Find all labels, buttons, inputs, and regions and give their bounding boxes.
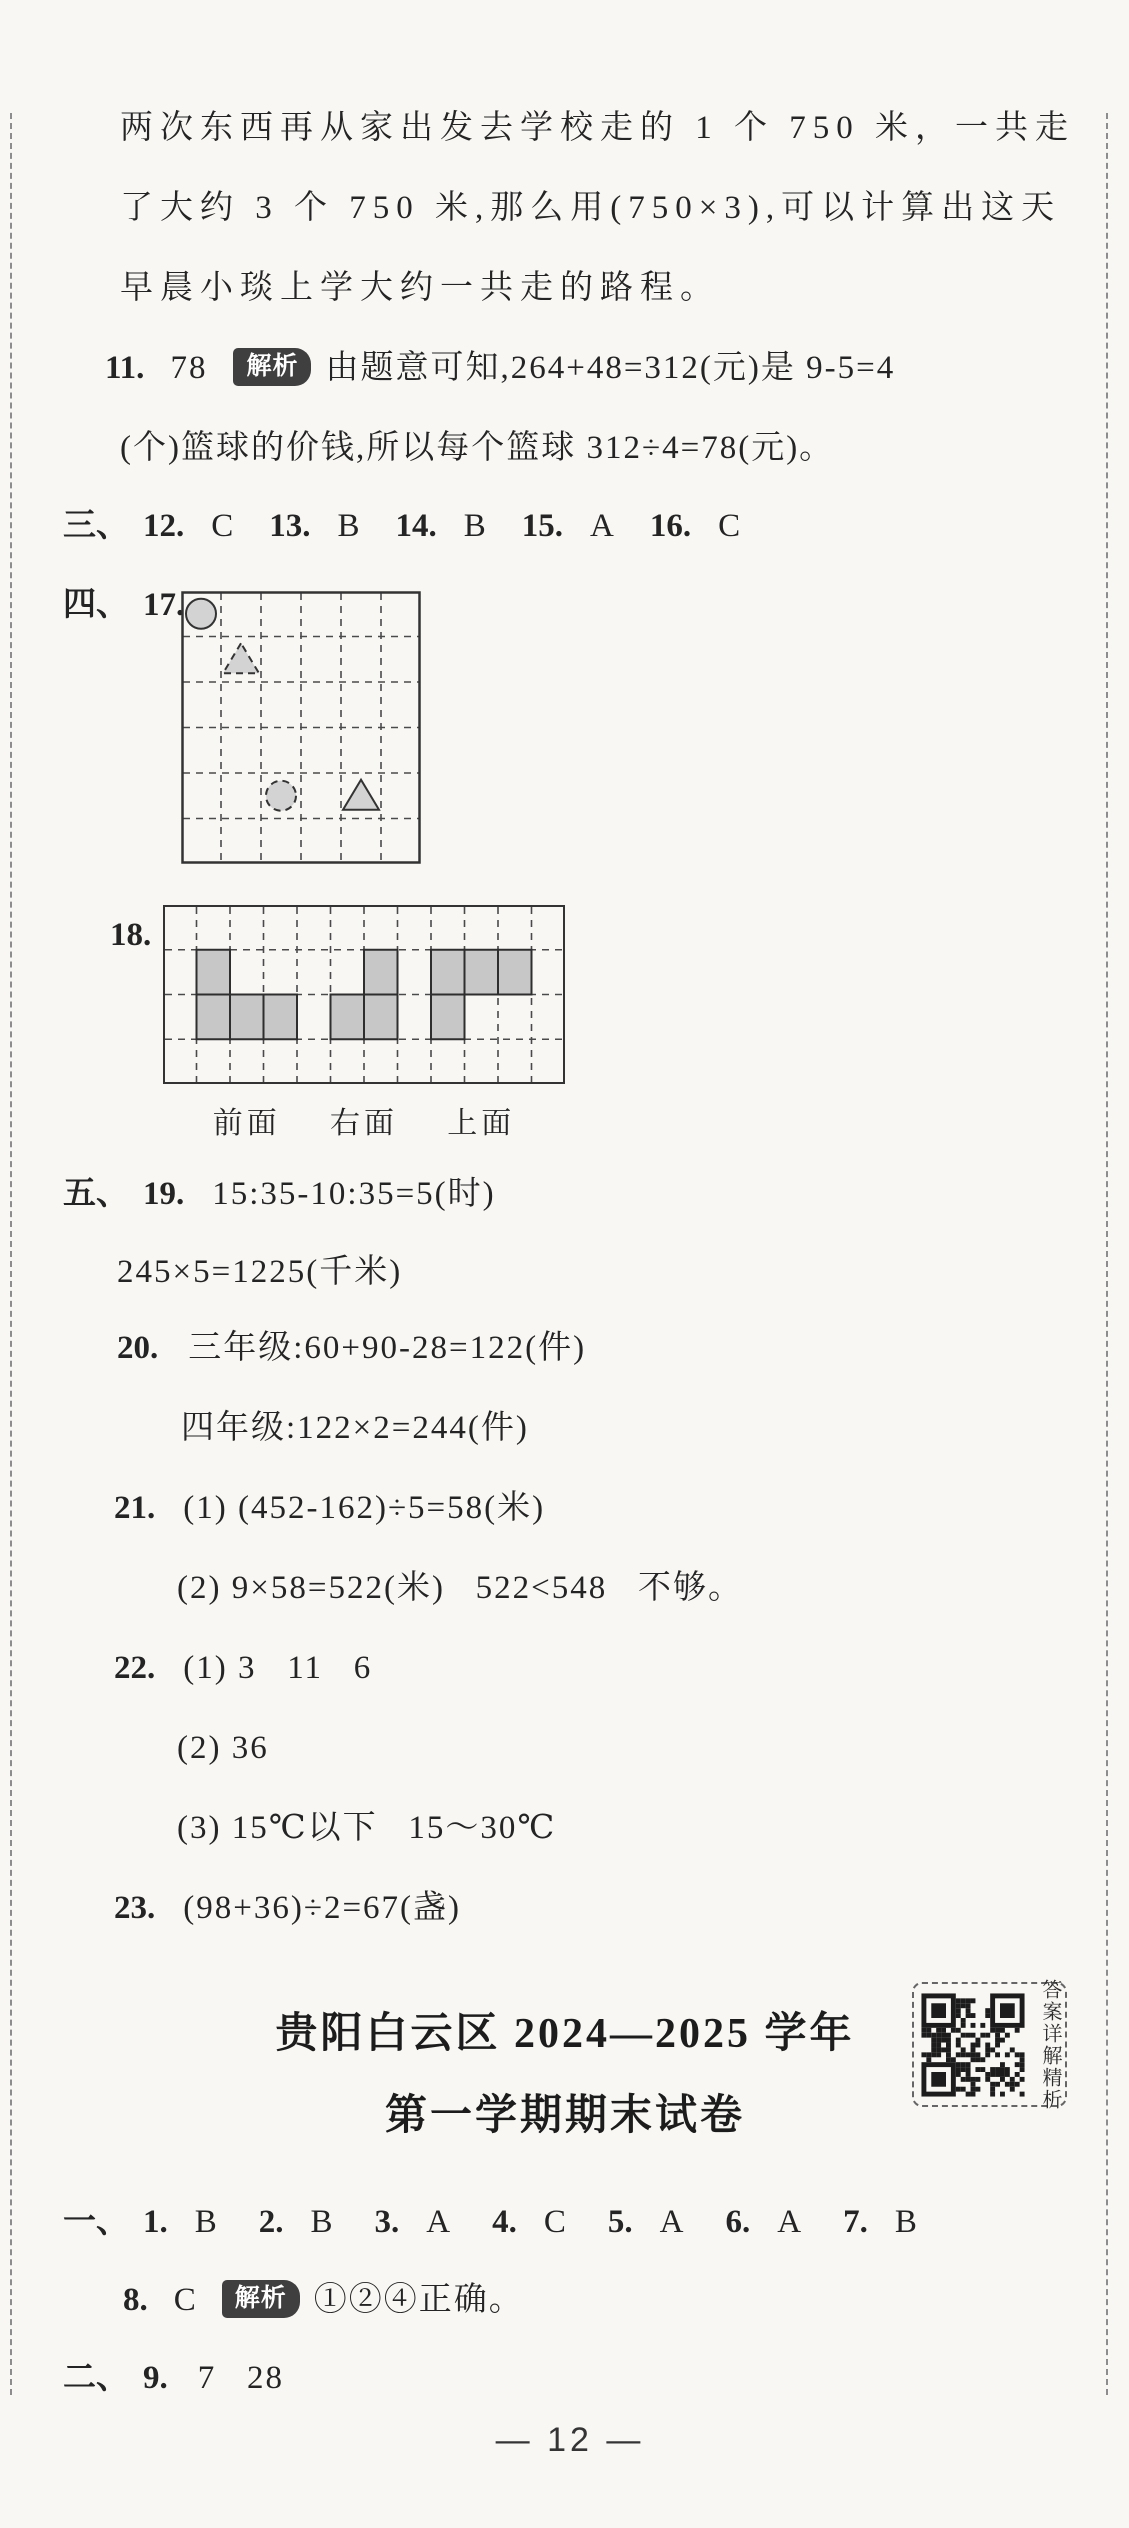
question-number: 18. bbox=[110, 917, 152, 953]
paragraph-line bbox=[120, 268, 720, 309]
paragraph-text: 早晨小琰上学大约一共走的路程。 bbox=[120, 270, 720, 306]
explanation-text: 由题意可知,264+48=312(元)是 9-5=4 bbox=[325, 350, 896, 386]
answer-letter: B bbox=[337, 508, 360, 544]
answer-pair bbox=[650, 506, 740, 547]
answer-letter: A bbox=[426, 2204, 451, 2240]
question-number: 14. bbox=[395, 508, 437, 544]
answer-value: 78 bbox=[170, 350, 208, 386]
answer-text: (1) (452-162)÷5=58(米) bbox=[183, 1490, 546, 1526]
question-number: 6. bbox=[725, 2204, 751, 2240]
view-label: 前面 bbox=[212, 1107, 281, 1140]
answer-pair bbox=[725, 2202, 801, 2243]
dashed-triangle-shape bbox=[223, 643, 259, 673]
answer-text: (2) 9×58=522(米) 522<548 不够。 bbox=[177, 1570, 744, 1606]
shaded-cell bbox=[230, 995, 264, 1040]
question-number: 22. bbox=[114, 1650, 156, 1686]
answer-line-q22 bbox=[114, 1648, 372, 1689]
section-label: 二、 bbox=[63, 2360, 129, 2396]
answer-pair bbox=[843, 2202, 917, 2243]
answer-letter: A bbox=[777, 2204, 802, 2240]
explanation-text: ①②④正确。 bbox=[313, 2282, 524, 2318]
question-number: 12. bbox=[143, 508, 185, 544]
qr-caption: 答案详解精析 bbox=[1039, 1978, 1061, 2111]
answer-text: 四年级:122×2=244(件) bbox=[181, 1410, 529, 1446]
answer-letter: A bbox=[659, 2204, 684, 2240]
question-number: 5. bbox=[607, 2204, 633, 2240]
section-2-answers bbox=[63, 2358, 284, 2399]
shaded-cell bbox=[331, 995, 365, 1040]
shaded-cell bbox=[264, 995, 298, 1040]
answer-letter: C bbox=[543, 2204, 566, 2240]
answer-line-q22-cont bbox=[177, 1808, 556, 1849]
answer-line-q23 bbox=[114, 1888, 461, 1929]
question-number: 2. bbox=[258, 2204, 284, 2240]
section-label: 三、 bbox=[63, 508, 129, 544]
exam-title-line2: 第一学期期末试卷 bbox=[384, 2093, 746, 2139]
question-number: 8. bbox=[123, 2282, 148, 2318]
shaded-cell bbox=[197, 950, 231, 995]
question-number: 15. bbox=[521, 508, 564, 544]
dashed-circle-shape bbox=[266, 781, 296, 811]
answer-line-q21-cont bbox=[177, 1568, 743, 1609]
left-margin-rule bbox=[10, 113, 12, 2395]
question-number: 17. bbox=[143, 587, 185, 623]
right-margin-rule bbox=[1106, 113, 1108, 2395]
answer-text: 7 28 bbox=[197, 2360, 284, 2396]
question-number: 4. bbox=[492, 2204, 517, 2240]
paragraph-text: 两次东西再从家出发去学校走的 1 个 750 米，一共走 bbox=[120, 110, 1075, 146]
question-number: 23. bbox=[114, 1890, 156, 1926]
question-number: 16. bbox=[649, 508, 692, 544]
question-number: 11. bbox=[105, 350, 145, 386]
answer-pair bbox=[608, 2202, 684, 2243]
jiexi-badge: 解析 bbox=[233, 348, 311, 386]
jiexi-badge: 解析 bbox=[222, 2280, 300, 2318]
answer-line-q8 bbox=[123, 2280, 524, 2322]
shaded-cell bbox=[431, 995, 465, 1040]
section-label: 五、 bbox=[63, 1176, 129, 1212]
page-number: — 12 — bbox=[495, 2421, 645, 2459]
shaded-cell bbox=[364, 995, 398, 1040]
section-label: 一、 bbox=[63, 2204, 129, 2240]
answer-text: (98+36)÷2=67(盏) bbox=[183, 1890, 462, 1926]
question-number: 13. bbox=[269, 508, 311, 544]
paragraph-text: 了大约 3 个 750 米,那么用(750×3),可以计算出这天 bbox=[120, 190, 1062, 226]
answer-text: 15:35-10:35=5(时) bbox=[212, 1176, 496, 1212]
view-label: 右面 bbox=[330, 1107, 398, 1140]
answer-letter: C bbox=[211, 508, 234, 544]
view-label: 上面 bbox=[447, 1107, 516, 1140]
answer-line-q11 bbox=[105, 348, 895, 390]
answer-pair bbox=[522, 506, 614, 547]
answer-pairs bbox=[143, 506, 740, 547]
question-number: 20. bbox=[117, 1330, 159, 1366]
question-number: 21. bbox=[114, 1490, 156, 1526]
qr-code bbox=[919, 1991, 1027, 2099]
question-number: 3. bbox=[374, 2204, 400, 2240]
paragraph-line bbox=[120, 108, 1075, 149]
answer-line-q19 bbox=[63, 1174, 496, 1215]
answer-pair bbox=[143, 506, 233, 547]
question-number: 19. bbox=[143, 1176, 185, 1212]
answer-text: (1) 3 11 6 bbox=[183, 1650, 373, 1686]
shaded-cell bbox=[364, 950, 398, 995]
answer-pairs bbox=[143, 2202, 917, 2243]
shaded-cell bbox=[431, 950, 465, 995]
answer-letter: C bbox=[718, 508, 741, 544]
question-number: 7. bbox=[843, 2204, 868, 2240]
shaded-cell bbox=[197, 995, 231, 1040]
answer-line-q22-cont bbox=[177, 1728, 269, 1769]
circle-shape bbox=[186, 599, 216, 629]
shaded-cell bbox=[498, 950, 532, 995]
answer-letter: A bbox=[590, 508, 614, 544]
qr-code-box bbox=[912, 1978, 1067, 2111]
exam-title-line1: 贵阳白云区 2024—2025 学年 bbox=[275, 2011, 855, 2057]
answer-pair bbox=[143, 2202, 217, 2243]
question-18-views-grid bbox=[163, 905, 565, 1084]
answer-letter: B bbox=[894, 2204, 917, 2240]
section-label: 四、 bbox=[63, 587, 129, 623]
answer-line-q11-cont bbox=[120, 428, 834, 469]
answer-text: (3) 15℃以下 15～30℃ bbox=[177, 1810, 557, 1846]
answer-text: (2) 36 bbox=[177, 1730, 269, 1766]
question-17-position-grid bbox=[181, 591, 421, 864]
answer-pair bbox=[269, 506, 359, 547]
answer-text: 三年级:60+90-28=122(件) bbox=[188, 1330, 587, 1366]
answer-line-q20 bbox=[117, 1328, 586, 1369]
answer-text: 245×5=1225(千米) bbox=[117, 1254, 403, 1290]
answer-pair bbox=[375, 2202, 451, 2243]
question-number: 1. bbox=[143, 2204, 168, 2240]
question-18-label bbox=[110, 915, 151, 956]
answer-letter: C bbox=[173, 2282, 196, 2318]
answer-letter: B bbox=[463, 508, 486, 544]
answer-pair bbox=[259, 2202, 333, 2243]
section-1-answers bbox=[63, 2202, 917, 2243]
answer-line-q20-cont bbox=[181, 1408, 529, 1449]
answer-letter: B bbox=[194, 2204, 217, 2240]
answer-line-q21 bbox=[114, 1488, 545, 1529]
section-4-label bbox=[63, 585, 184, 626]
shaded-cell bbox=[465, 950, 499, 995]
triangle-shape bbox=[343, 780, 379, 810]
question-number: 9. bbox=[143, 2360, 168, 2396]
answer-line-q19-cont bbox=[117, 1252, 402, 1293]
answer-pair bbox=[396, 506, 486, 547]
answer-pair bbox=[492, 2202, 566, 2243]
section-3-answers bbox=[63, 506, 740, 547]
explanation-text: (个)篮球的价钱,所以每个篮球 312÷4=78(元)。 bbox=[120, 430, 835, 466]
answer-letter: B bbox=[310, 2204, 333, 2240]
paragraph-line bbox=[120, 188, 1061, 229]
